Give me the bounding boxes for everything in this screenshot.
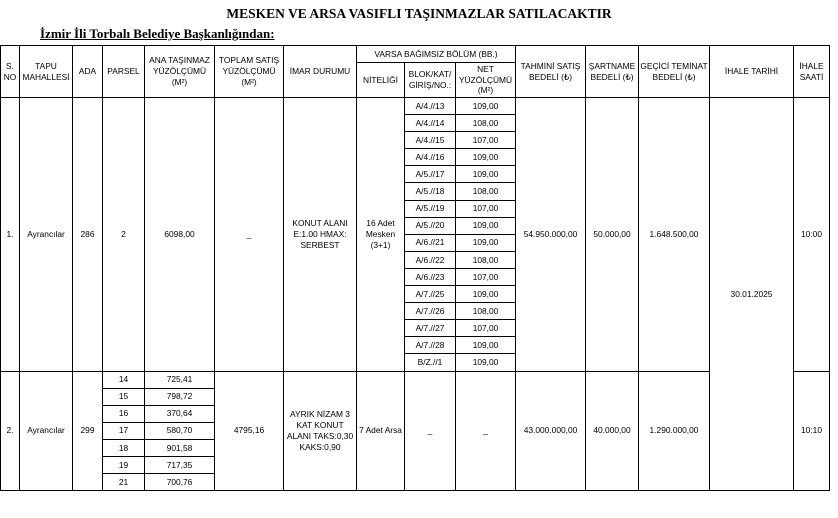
unit-net-yuzolcumu: 109,00 [456,354,516,371]
row2-ihale-saati: 10:10 [794,371,830,491]
property-table [0,45,830,491]
header-sartname: ŞARTNAME BEDELİ (₺) [586,46,639,98]
table-row [1,371,830,388]
unit-net-yuzolcumu: 108,00 [456,115,516,132]
unit-blok: A/7.//27 [405,320,456,337]
unit-blok: B/Z.//1 [405,354,456,371]
unit-net-yuzolcumu: 109,00 [456,166,516,183]
parcel-no: 17 [103,422,145,439]
parcel-no: 21 [103,474,145,491]
unit-net-yuzolcumu: 107,00 [456,200,516,217]
row2-teminat-bedeli: 1.290.000,00 [639,371,710,491]
parcel-no: 14 [103,371,145,388]
parcel-no: 19 [103,456,145,473]
row1-imar-durumu: KONUT ALANI E:1.00 HMAX: SERBEST [284,98,357,372]
unit-blok: A/7.//28 [405,337,456,354]
table-row [1,98,830,115]
row2-tahmini-bedel: 43.000.000,00 [516,371,586,491]
unit-blok: A/5.//18 [405,183,456,200]
unit-blok: A/5.//19 [405,200,456,217]
unit-net-yuzolcumu: 109,00 [456,234,516,251]
row2-blok: _ [405,371,456,491]
header-sno: S. NO [1,46,20,98]
row2-sno: 2. [1,371,20,491]
row2-mahalle: Ayrancılar [20,371,73,491]
parcel-no: 18 [103,439,145,456]
parcel-ana-tasinmaz: 798,72 [145,388,215,405]
row2-net-yuzolcumu: _ [456,371,516,491]
header-ihale-tarihi: İHALE TARİHİ [710,46,794,98]
row1-parsel: 2 [103,98,145,372]
unit-blok: A/4.//14 [405,115,456,132]
unit-net-yuzolcumu: 109,00 [456,149,516,166]
header-tahmini: TAHMİNİ SATIŞ BEDELİ (₺) [516,46,586,98]
row2-imar-durumu: AYRIK NİZAM 3 KAT KONUT ALANI TAKS:0,30 KAKS:0,90 [284,371,357,491]
row1-sno: 1. [1,98,20,372]
parcel-no: 15 [103,388,145,405]
unit-blok: A/6.//22 [405,251,456,268]
header-blok: BLOK/KAT/ GİRİŞ/NO.: [405,63,456,98]
row1-mahalle: Ayrancılar [20,98,73,372]
parcel-ana-tasinmaz: 700,76 [145,474,215,491]
row2-ada: 299 [73,371,103,491]
unit-net-yuzolcumu: 109,00 [456,286,516,303]
row1-niteligi: 16 Adet Mesken (3+1) [357,98,405,372]
unit-net-yuzolcumu: 108,00 [456,183,516,200]
unit-net-yuzolcumu: 109,00 [456,217,516,234]
row1-ana-tasinmaz: 6098,00 [145,98,215,372]
parcel-ana-tasinmaz: 901,58 [145,439,215,456]
unit-blok: A/4.//15 [405,132,456,149]
header-toplam-satis: TOPLAM SATIŞ YÜZÖLÇÜMÜ (M²) [215,46,284,98]
row1-sartname-bedeli: 50.000,00 [586,98,639,372]
header-ana-tasinmaz: ANA TAŞINMAZ YÜZÖLÇÜMÜ (M²) [145,46,215,98]
unit-blok: A/4.//13 [405,98,456,115]
ihale-tarihi: 30.01.2025 [710,98,794,491]
page-subtitle: İzmir İli Torbalı Belediye Başkanlığından: [40,26,275,41]
parcel-ana-tasinmaz: 580,70 [145,422,215,439]
parcel-ana-tasinmaz: 370,64 [145,405,215,422]
unit-net-yuzolcumu: 108,00 [456,303,516,320]
row2-sartname-bedeli: 40.000,00 [586,371,639,491]
unit-blok: A/4.//16 [405,149,456,166]
unit-net-yuzolcumu: 109,00 [456,337,516,354]
row1-toplam-satis: _ [215,98,284,372]
row1-tahmini-bedel: 54.950.000,00 [516,98,586,372]
header-ihale-saati: İHALE SAATİ [794,46,830,98]
unit-net-yuzolcumu: 107,00 [456,268,516,285]
unit-blok: A/5.//17 [405,166,456,183]
unit-net-yuzolcumu: 107,00 [456,320,516,337]
row1-teminat-bedeli: 1.648.500,00 [639,98,710,372]
unit-blok: A/5.//20 [405,217,456,234]
header-teminat: GEÇİCİ TEMİNAT BEDELİ (₺) [639,46,710,98]
header-bb-group: VARSA BAĞIMSIZ BÖLÜM (BB.) [357,46,516,63]
parcel-ana-tasinmaz: 717,35 [145,456,215,473]
header-imar: İMAR DURUMU [284,46,357,98]
header-ada: ADA [73,46,103,98]
unit-blok: A/6.//21 [405,234,456,251]
header-net-yuzolcumu: NET YÜZÖLÇÜMÜ (M²) [456,63,516,98]
parcel-ana-tasinmaz: 725,41 [145,371,215,388]
header-mahalle: TAPU MAHALLESİ [20,46,73,98]
header-parsel: PARSEL [103,46,145,98]
parcel-no: 16 [103,405,145,422]
row1-ihale-saati: 10:00 [794,98,830,372]
unit-net-yuzolcumu: 107,00 [456,132,516,149]
unit-blok: A/7.//25 [405,286,456,303]
row2-toplam-satis: 4795,16 [215,371,284,491]
unit-net-yuzolcumu: 108,00 [456,251,516,268]
page-title: MESKEN VE ARSA VASIFLI TAŞINMAZLAR SATILACAKTIR [226,6,612,21]
unit-blok: A/6.//23 [405,268,456,285]
header-niteligi: NİTELİĞİ [357,63,405,98]
row1-ada: 286 [73,98,103,372]
row2-niteligi: 7 Adet Arsa [357,371,405,491]
unit-net-yuzolcumu: 109,00 [456,98,516,115]
unit-blok: A/7.//26 [405,303,456,320]
